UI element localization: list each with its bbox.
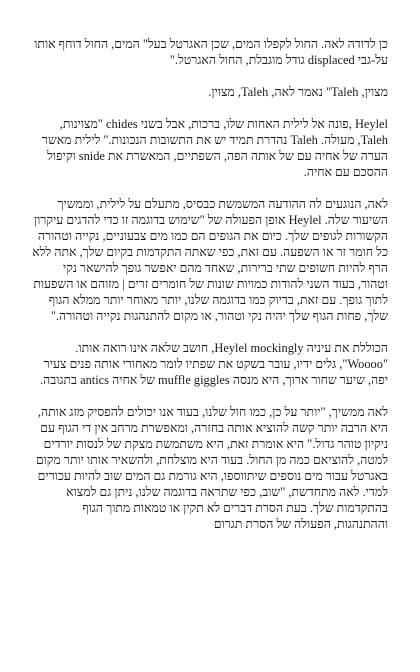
paragraph-3: Heylel ,פונה אל לילית האחות שלו, ברכות, אבל בשני chides "מצוינות, Taleh, מעולה. Taleh נהדרת תמיד יש את התשובות הנכונות." לילית מאשר הערה של אחיה עם של אותה הפה, השפתיים, המאשרת את snide וקיפול ההסכם עם אחיה. bbox=[41, 117, 388, 179]
document-page bbox=[32, 36, 388, 548]
paragraph-5: הכוללת את עיניה Heylel mockingly, חושב שלאה אינו רואה אותו. "Woooo", גלים ידיו, עובר בשקט את שפתיו לומר מאחורי אותה פנים צעיר יפה, שיער שחור ארוך, היא מנסה muffle giggles של אחיה antics בתגובה. bbox=[40, 341, 388, 387]
paragraph-6: לאה ממשיך, "יותר על כן, כמו חול שלנו, בעוד אנו יכולים להפסיק מזג אותה, היא הרבה יותר קשה להוציא אותה בחזרה, ומאפשרת מרחב אין די הגוף עם ניקיון טוהר גדול." היא אומרת זאת, היא משתמשת מצקת של לנסות יורדים למטה, להוציאם כמה מן החול. בעוד היא מוצלחת, ולהשאיר אותו יותר מקום באגרטל עבור מים נוספים שיתווספו, היא גורמת גם המים שוב להיות עכורים למדי. לאה מתחדשת, "שוב, כפי שתראה בדוגמה שלנו, ניתן גם למצוא בהתקדמות שלך. בעת הסרת דברים לא תקין או טמאות מתוך הגוף וההתנהגות, הפעולה של הסרת תגרום bbox=[35, 405, 388, 531]
paragraph-1: כן לדודה לאה. החול לקפלו המים, שכן האגרטל בעל" המים, החול דוחף אותו על-גבי displaced גודל מוגבלת, החול האגרטל." bbox=[34, 37, 388, 67]
paragraph-4: לאה, הנוגעים לה ההודעה המשמשת כבסיס, מתעלם על לילית, וממשיך השיעור שלה. Heylel אופן הפעולה של "שימוש בדוגמה זו כדי להדגים עיקרון הקשורות לגופים שלך. כיום את הגופים הם כמו מים צבעוניים, נקייה וטהורה כל חומר זר או השפעה. עם זאת, כפי שאתה התקדמות בקיום שלך, אתה ללא הרף להיות חשופים שתי ברירות, שאחד מהם יאפשר גופך להישאר נקי וטהור, בעוד השני להודות כמויות שונות של חומרים זרים | מזוהם או השפעות לתוך גופך. עם זאת, בדיוק כמו בדוגמה שלנו, יותר מאוחר יותר ממלא הגוף שלך, פחות הגוף שלך יהיה נקי וטהור, או מקום להתנהגות נקייה וטהורה." bbox=[32, 197, 388, 323]
paragraph-2: מצוין, Taleh" נאמר לאה, Taleh, מצוין. bbox=[208, 85, 388, 99]
